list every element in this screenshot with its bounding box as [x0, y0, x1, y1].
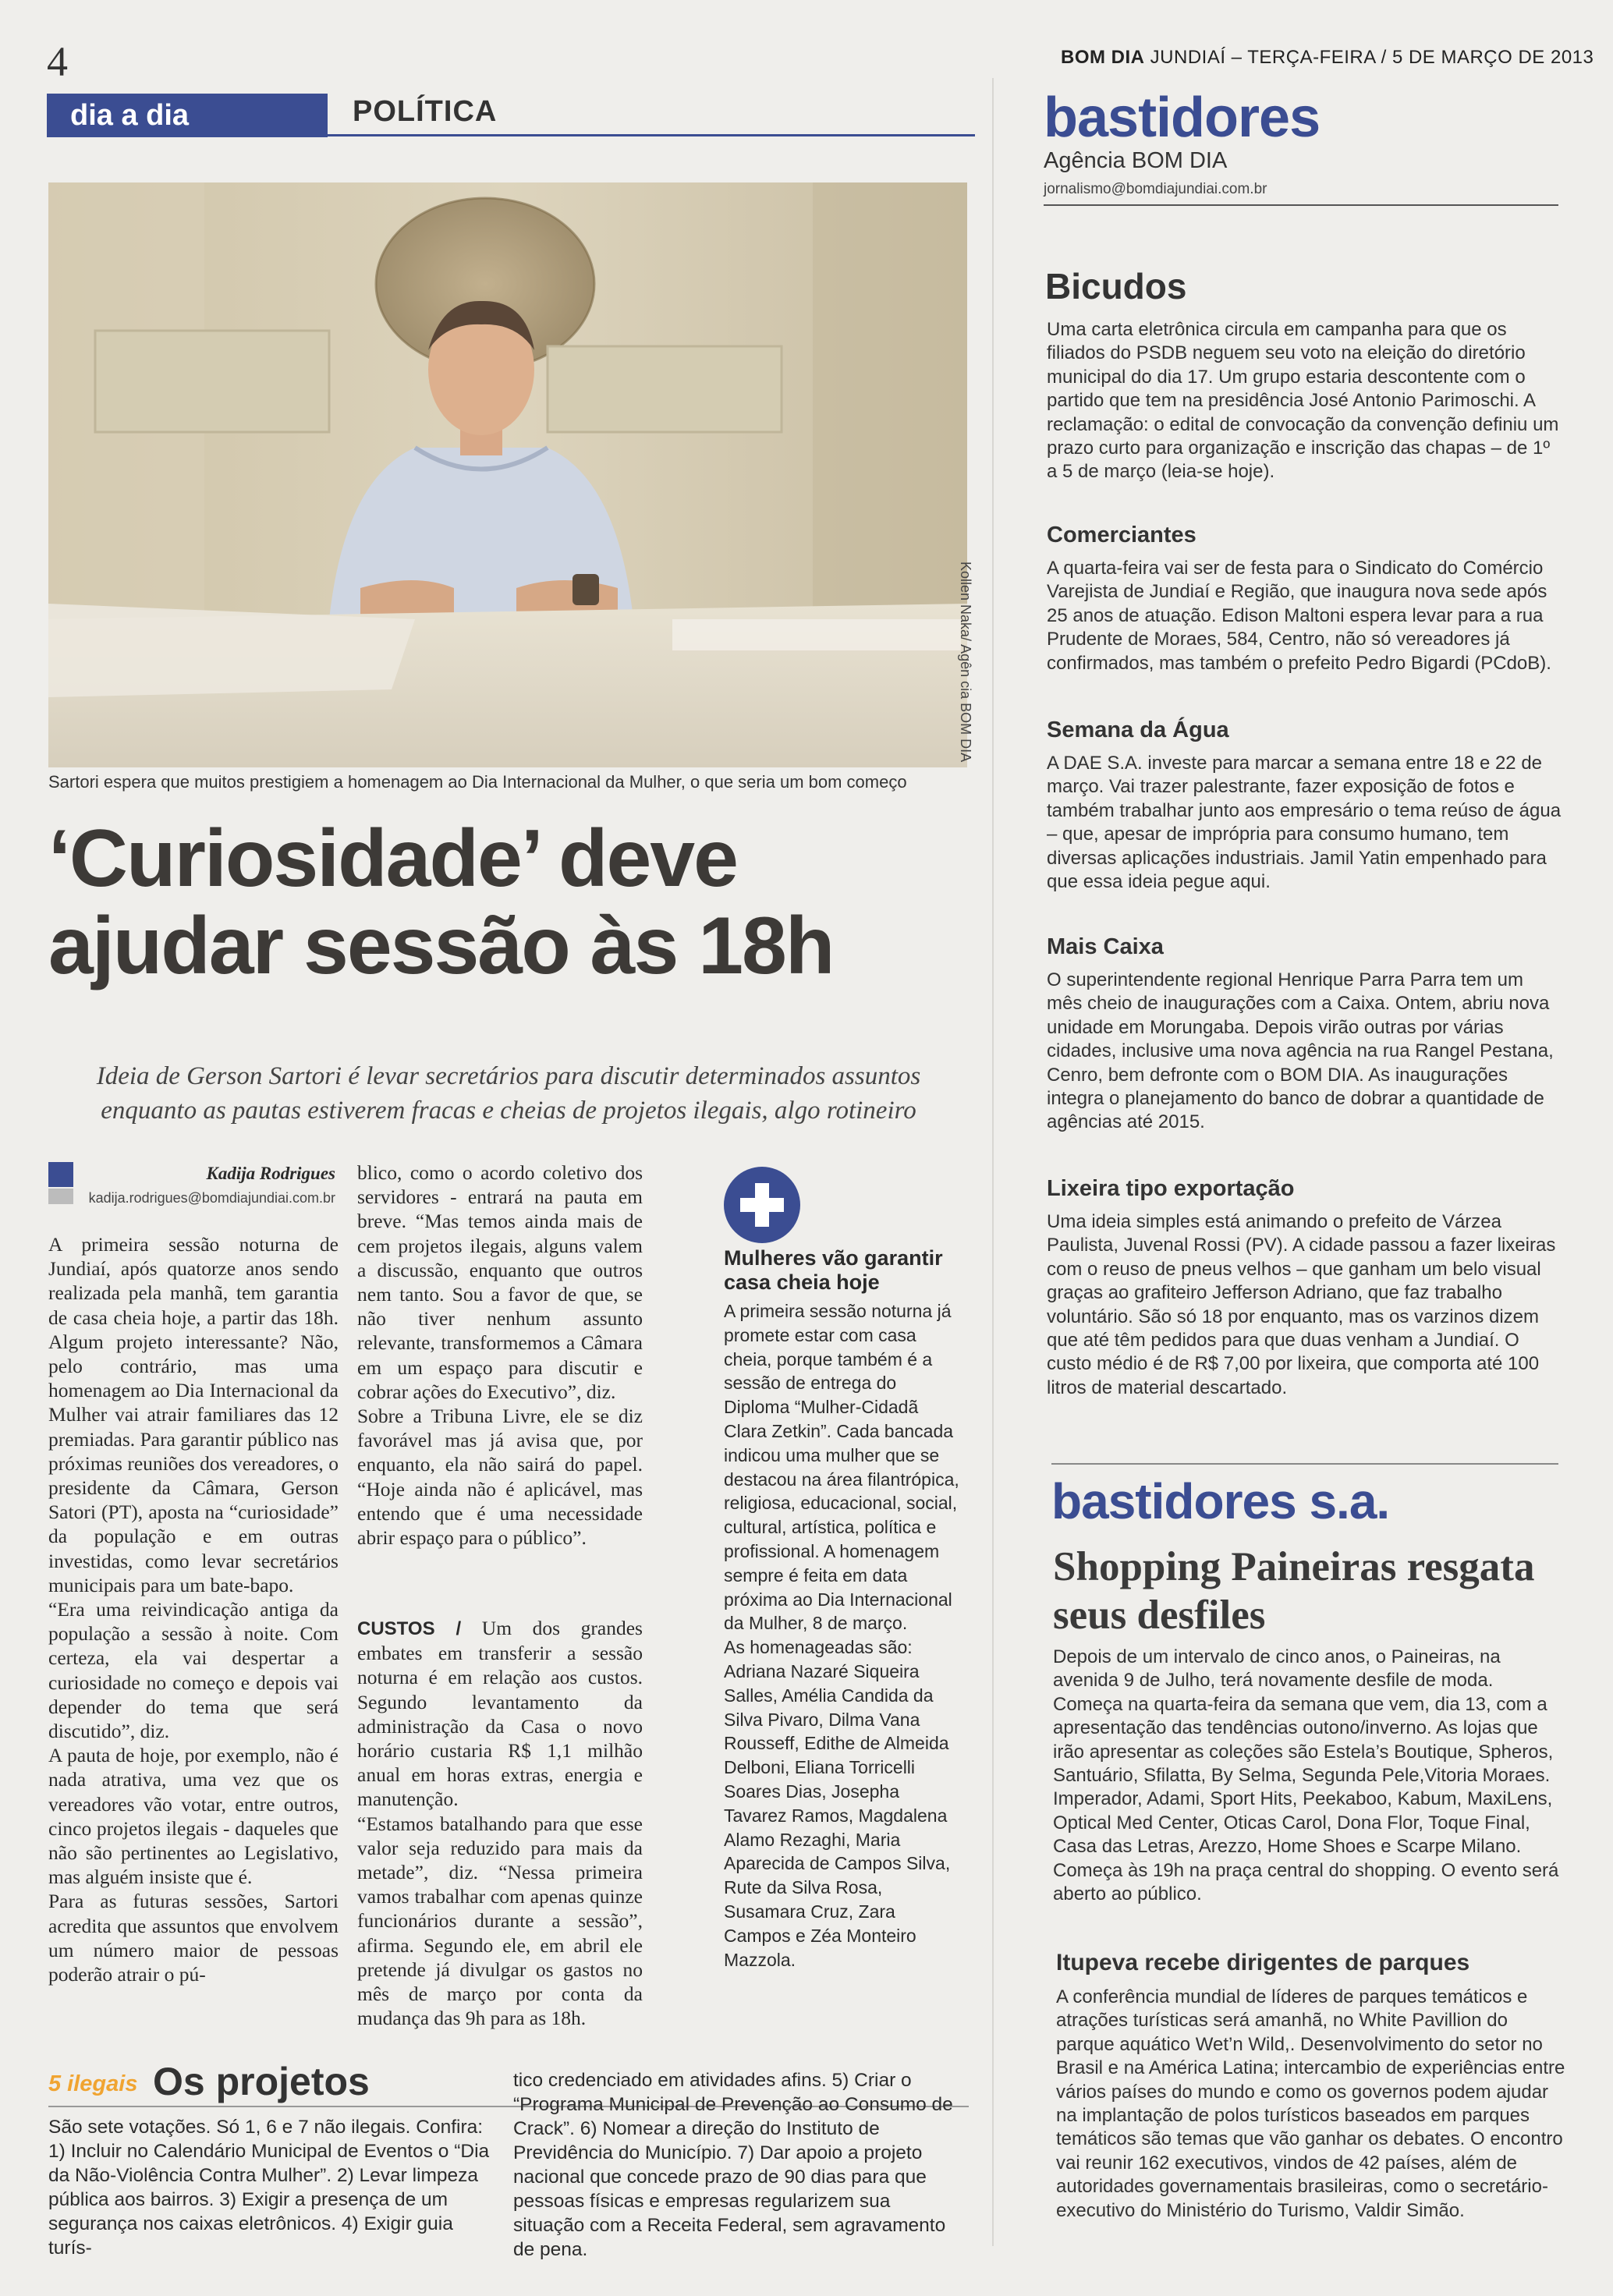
note-semana-agua-title: Semana da Água [1047, 718, 1229, 742]
article-column-1: A primeira sessão noturna de Jundiaí, após quatorze anos sendo realizada pela manhã, tem garantia de casa cheia hoje, a partir das 18h. Algum projeto interessante? Não, pelo contrário, mas uma homenagem ao Dia Internacional da Mulher vai atrair familiares das 12 premiadas. Para garantir público nas próximas reuniões dos vereadores, o presidente da Câmara, Gerson Satori (PT), aposta na “curiosidade” da população e em outras investidas, como levar secretários municipais para um bate-bapo. “Era uma reivindicação antiga da população a sessão à noite. Com certeza, ela vai despertar a curiosidade no começo e depois vai depender do tema que será discutido”, diz. A pauta de hoje, por exemplo, não é nada atrativa, uma vez que os vereadores vão votar, entre outros, cinco projetos ilegais - daqueles que não são pertinentes ao Legislativo, mas alguém insiste que é. Para as futuras sessões, Sartori acredita que assuntos que envolvem um número maior de pessoas poderão atrair o pú- [48, 1233, 339, 1986]
projects-column-1: São sete votações. Só 1, 6 e 7 não ilegais. Confira: 1) Incluir no Calendário Municipal de Eventos o “Dia da Não-Violência Contra Mulher”. 2) Levar limpeza pública aos bairros. 3) Exigir a presença de um segurança nos caixas eletrônicos. 4) Exigir guia turís- [48, 2117, 490, 2259]
bastidores-sa-subtext: A conferência mundial de líderes de parques temáticos e atrações turísticas será amanhã, no White Pavillion do parque aquático Wet’n Wild,. Desenvolvimento do setor no Brasil e na América Latina; intercambio de experiências entre vários países do mundo e como os governos podem ajudar na implantação de polos turísticos baseados em parques temáticos são temas que vão ganhar os debates. O encontro vai reunir 162 executivos, vindos de 42 países, além de autoridades governamentais brasileiras, como o secretário-executivo do Ministério do Turismo, Valdir Simão. [1056, 1986, 1565, 2221]
note-mais-caixa-text: O superintendente regional Henrique Parra Parra tem um mês cheio de inaugurações com a Caixa. Ontem, abriu nova unidade em Morungaba. Depois virão outras por várias cidades, inclusive uma nova agência na rua Rangel Pestana, Cenro, bem defronte com o BOM DIA. As inaugurações integra o planejamento do banco de dobrar a quantidade de agências até 2015. [1047, 969, 1554, 1133]
section-tag-label: dia a dia [70, 99, 190, 132]
byline-name: Kadija Rodrigues [206, 1164, 335, 1183]
bastidores-sa-lead: Depois de um intervalo de cinco anos, o Paineiras, na avenida 9 de Julho, terá novamente desfile de moda. Começa na quarta-feira da semana que vem, dia 13, com a apresentação das tendências outono/inverno. As lojas que irão apresentar as coleções são Estela’s Boutique, Spheros, Santuário, Sfilatta, By Selma, Segunda Pele,Vitoria Moraes. Imperador, Adami, Sport Hits, Peekaboo, Kabum, MaxiLens, Optical Med Center, Oticas Carol, Dona Flor, Toque Final, Casa das Letras, Arezzo, Home Shoes e Scarpe Milano. Começa às 19h na praça central do shopping. O evento será aberto ao público. [1053, 1646, 1559, 1905]
masthead-date: JUNDIAÍ – TERÇA-FEIRA / 5 DE MARÇO DE 2013 [1144, 47, 1594, 68]
costs-label: CUSTOS / [357, 1618, 462, 1639]
note-mais-caixa-title: Mais Caixa [1047, 934, 1164, 959]
masthead-brand: BOM DIA [1061, 47, 1145, 68]
note-bicudos-title: Bicudos [1045, 266, 1187, 306]
masthead [1061, 47, 1594, 69]
note-title: Mulheres vão garantir casa cheia hoje [724, 1246, 943, 1294]
column-divider [992, 78, 994, 2246]
costs-text: Um dos grandes embates em transferir a sessão noturna é em relação aos custos. Segundo levantamento da administração da Casa o novo horário custaria R$ 1,1 milhão anual em horas extras, energia e manutenção. “Estamos batalhando para que esse valor seja reduzido para mais da metade”, diz. “Nessa primeira vamos trabalhar com apenas quinze funcionários durante a sessão”, afirma. Segundo ele, em abril ele pretende já divulgar os gastos no mês de março por conta da mudança das 9h para as 18h. [357, 1617, 643, 2030]
section-name: POLÍTICA [353, 95, 498, 128]
bastidores-rule [1044, 204, 1558, 206]
section-rule [328, 134, 975, 136]
note-comerciantes-title: Comerciantes [1047, 523, 1196, 547]
bastidores-sa-title: bastidores s.a. [1051, 1473, 1390, 1529]
photo-scene [48, 182, 967, 767]
note-comerciantes-text: A quarta-feira vai ser de festa para o Sindicato do Comércio Varejista de Jundiaí e Região, que inaugura nova sede após 25 anos de atuação. Edison Maltoni espera levar para a rua Prudente de Moraes, 584, Centro, não só vereadores já confirmados, mas também o prefeito Pedro Bigardi (PCdoB). [1047, 558, 1551, 674]
article-subhead: Ideia de Gerson Sartori é levar secretários para discutir determinados assuntos enquanto as pautas estiverem fracas e cheias de projetos ilegais, algo rotineiro [96, 1062, 921, 1125]
section-tag [47, 94, 328, 137]
bastidores-agency: Agência BOM DIA [1044, 148, 1228, 173]
projects-tag: 5 ilegais [48, 2071, 138, 2096]
article-photo [48, 182, 967, 767]
article-column-2-costs [357, 1616, 643, 2030]
plus-icon [724, 1167, 800, 1243]
bastidores-sa-subtitle: Itupeva recebe dirigentes de parques [1056, 1950, 1470, 1975]
byline-marker [48, 1162, 73, 1187]
article-headline: ‘Curiosidade’ deve ajudar sessão às 18h [48, 813, 834, 991]
bastidores-sa-rule [1051, 1463, 1558, 1465]
bastidores-email[interactable]: jornalismo@bomdiajundiai.com.br [1044, 181, 1267, 197]
article-column-2: blico, como o acordo coletivo dos servidores - entrará na pauta em breve. “Mas temos ainda mais de cem projetos ilegais, alguns valem a discussão, enquanto que outros nem tanto. Sou a favor de que, se não tiver nenhum assunto relevante, transformemos a Câmara em um espaço para discutir e cobrar ações do Executivo”, diz. Sobre a Tribuna Livre, ele se diz favorável mas já avisa que, por enquanto, ela não sairá do papel. “Hoje ainda não é aplicável, mas entendo que é uma necessidade abrir espaço para o público”. [357, 1161, 643, 1550]
photo-caption: Sartori espera que muitos prestigiem a homenagem ao Dia Internacional da Mulher, o que seria um bom começo [48, 772, 907, 792]
byline-marker-shadow [48, 1189, 73, 1204]
bastidores-title: bastidores [1044, 87, 1321, 149]
note-lixeira-text: Uma ideia simples está animando o prefeito de Várzea Paulista, Juvenal Rossi (PV). A cidade passou a fazer lixeiras com o reuso de pneus velhos – que ganham um belo visual graças ao grafiteiro Jefferson Adriano, que faz trabalho voluntário. São só 18 por enquanto, mas os varzinos dizem que até têm pedidos para que duas venham a Jundiaí. O custo médio é de R$ 7,00 por lixeira, que comporta até 100 litros de material descartado. [1047, 1211, 1556, 1398]
note-lixeira-title: Lixeira tipo exportação [1047, 1176, 1295, 1201]
page-number: 4 [47, 38, 68, 85]
projects-column-2: tico credenciado em atividades afins. 5) Criar o “Programa Municipal de Prevenção ao Consumo de Crack”. 6) Nomear a direção do Instituto de Previdência do Município. 7) Dar apoio a projeto nacional que concede prazo de 90 dias para que pessoas físicas e empresas regularizem sua situação com a Receita Federal, sem agravamento de pena. [513, 2070, 953, 2260]
note-body: A primeira sessão noturna já promete estar com casa cheia, porque também é a sessão de entrega do Diploma “Mulher-Cidadã Clara Zetkin”. Cada bancada indicou uma mulher que se destacou na área filantrópica, religiosa, educacional, social, cultural, artística, política e profissional. A homenagem sempre é feita em data próxima ao Dia Internacional da Mulher, 8 de março. As homenageadas são: Adriana Nazaré Siqueira Salles, Amélia Candida da Silva Pivaro, Dilma Vana Rousseff, Edithe de Almeida Delboni, Eliana Torricelli Soares Dias, Josepha Tavarez Ramos, Magdalena Alamo Rezaghi, Maria Aparecida de Campos Silva, Rute da Silva Rosa, Susamara Cruz, Zara Campos e Zéa Monteiro Mazzola. [724, 1301, 959, 1970]
photo-credit: Kollen Naka/ Agên cia BOM DIA [958, 562, 973, 763]
bastidores-sa-headline: Shopping Paineiras resgata seus desfiles [1053, 1544, 1535, 1638]
note-bicudos-text: Uma carta eletrônica circula em campanha para que os filiados do PSDB neguem seu voto na eleição do diretório municipal do dia 17. Um grupo estaria descontente com o partido que tem na presidência José Antonio Parimoschi. A reclamação: o edital de convocação da convenção definiu um prazo curto para organização e inscrição das chapas – de 1º a 5 de março (leia-se hoje). [1047, 319, 1559, 483]
projects-title: Os projetos [153, 2060, 370, 2103]
byline-email[interactable]: kadija.rodrigues@bomdiajundiai.com.br [88, 1190, 335, 1206]
note-semana-agua-text: A DAE S.A. investe para marcar a semana entre 18 e 22 de março. Vai trazer palestrante, fazer exposição de fotos e também trabalhar junto aos empresário o tema reúso de água – que, apesar de imprópria para consumo humano, tem diversas aplicações industriais. Jamil Yatin empenhado para que essa ideia pegue aqui. [1047, 753, 1562, 893]
